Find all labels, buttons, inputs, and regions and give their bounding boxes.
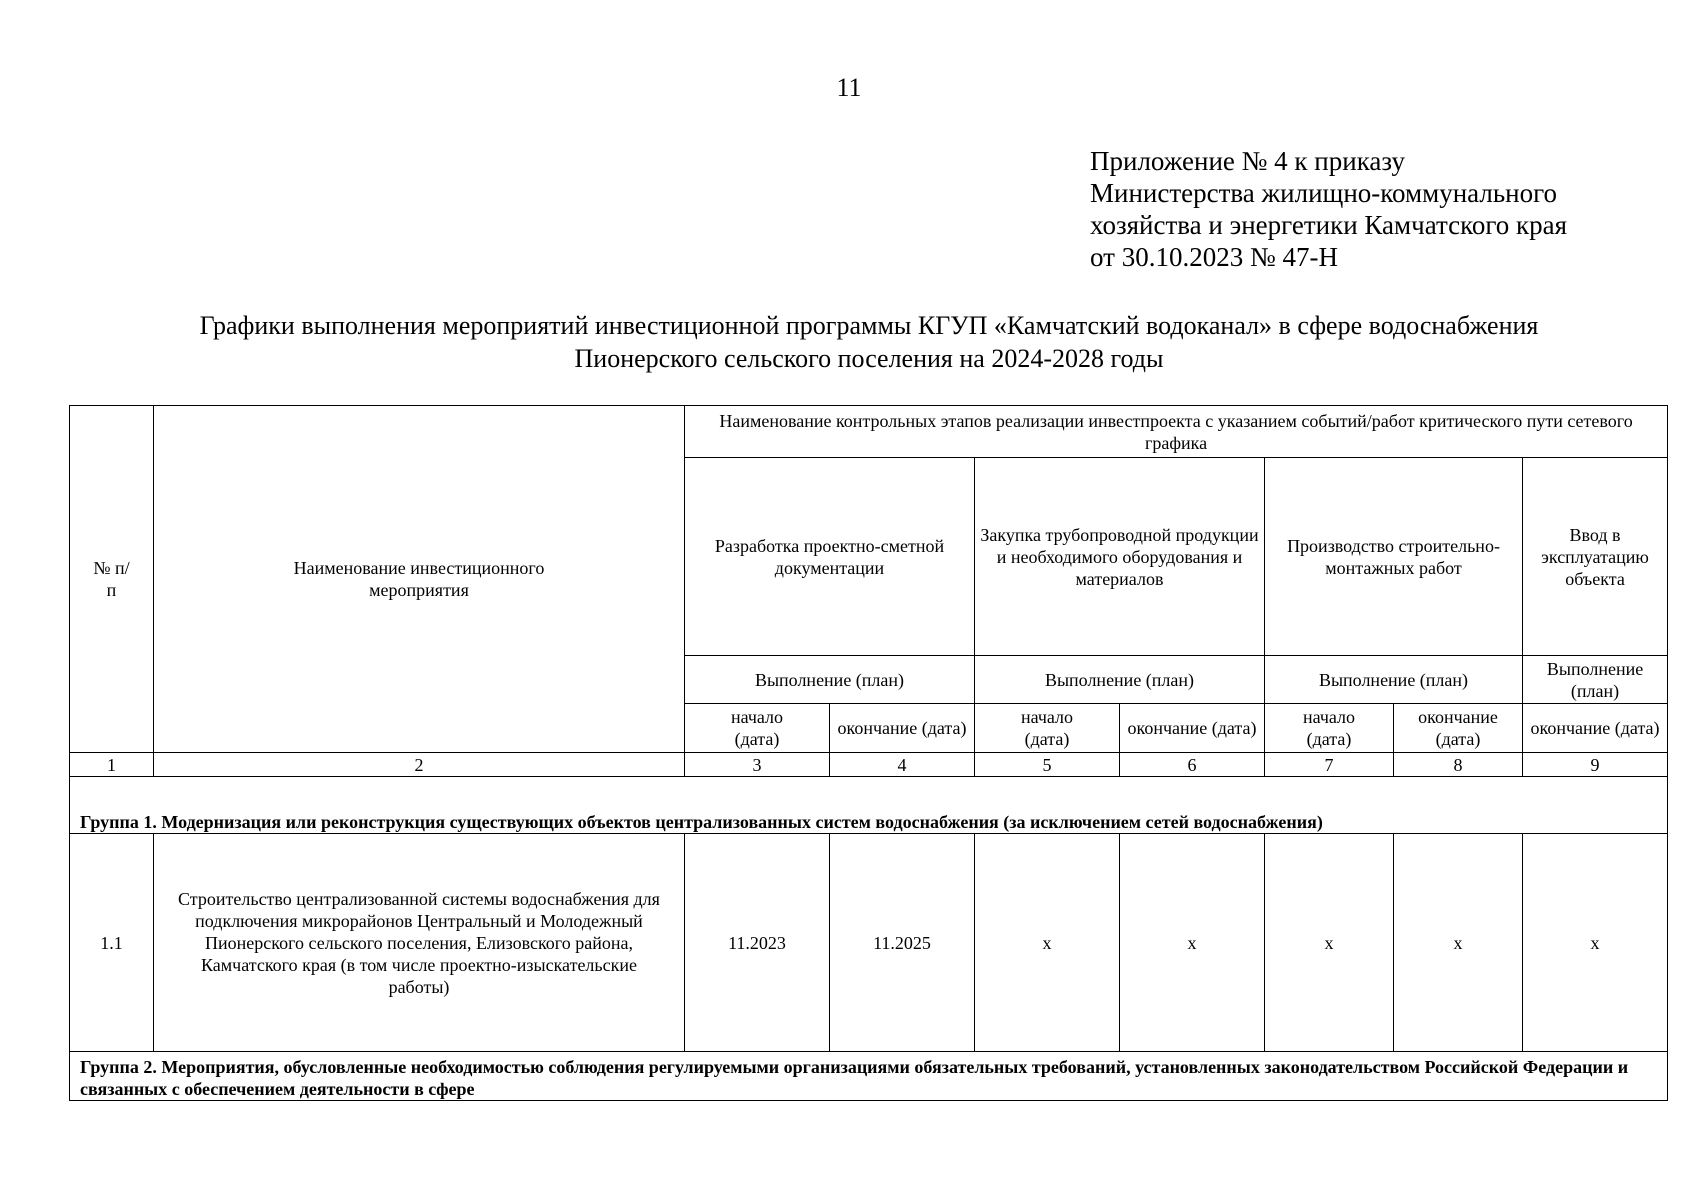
group-row <box>70 777 1668 834</box>
header-num: № п/п <box>70 406 154 753</box>
column-number: 5 <box>975 753 1120 777</box>
column-number-row <box>70 753 1668 777</box>
column-number: 3 <box>685 753 830 777</box>
row-num: 1.1 <box>70 834 154 1052</box>
header-end-date: окончание (дата) <box>1523 704 1668 753</box>
header-start-date: начало (дата) <box>975 704 1120 753</box>
column-number: 2 <box>154 753 685 777</box>
schedule-table <box>69 405 1668 1101</box>
header-stage-design: Разработка проектно-сметной документации <box>685 458 975 656</box>
header-row <box>70 406 1668 458</box>
group-1-heading: Группа 1. Модернизация или реконструкция существующих объектов централизованных систем водоснабжения (за исключением сетей водоснабжения) <box>70 777 1668 834</box>
header-end-date: окончание (дата) <box>1394 704 1523 753</box>
header-stage-commissioning: Ввод в эксплуатацию объекта <box>1523 458 1668 656</box>
title-line: Графики выполнения мероприятий инвестиционной программы КГУП «Камчатский водоканал» в сфере водоснабжения <box>199 311 1539 340</box>
appendix-block <box>1090 145 1567 273</box>
page-number: 11 <box>836 73 862 102</box>
header-stages: Наименование контрольных этапов реализации инвестпроекта с указанием событий/работ критического пути сетевого графика <box>685 406 1668 458</box>
header-end-date: окончание (дата) <box>1120 704 1265 753</box>
document-title <box>0 309 1698 375</box>
appendix-line: Министерства жилищно-коммунального <box>1090 178 1558 208</box>
row-cell: х <box>1120 834 1265 1052</box>
header-exec-plan: Выполнение (план) <box>1523 656 1668 704</box>
column-number: 6 <box>1120 753 1265 777</box>
header-stage-construction: Производство строительно-монтажных работ <box>1265 458 1523 656</box>
row-cell: х <box>1523 834 1668 1052</box>
header-stage-procurement: Закупка трубопроводной продукции и необходимого оборудования и материалов <box>975 458 1265 656</box>
header-name: Наименование инвестиционного мероприятия <box>154 406 685 753</box>
row-cell: х <box>1394 834 1523 1052</box>
appendix-line: от 30.10.2023 № 47-Н <box>1090 242 1338 272</box>
table-row <box>70 834 1668 1052</box>
title-line: Пионерского сельского поселения на 2024-2028 годы <box>574 344 1164 373</box>
column-number: 9 <box>1523 753 1668 777</box>
row-measure-name: Строительство централизованной системы водоснабжения для подключения микрорайонов Центральный и Молодежный Пионерского сельского поселения, Елизовского района, Камчатского края (в том числе проектно-изыскательские работы) <box>154 834 685 1052</box>
header-start-date: начало (дата) <box>685 704 830 753</box>
header-exec-plan: Выполнение (план) <box>1265 656 1523 704</box>
column-number: 8 <box>1394 753 1523 777</box>
row-cell: х <box>975 834 1120 1052</box>
header-exec-plan: Выполнение (план) <box>975 656 1265 704</box>
row-cell: х <box>1265 834 1394 1052</box>
header-end-date: окончание (дата) <box>830 704 975 753</box>
row-cell: 11.2025 <box>830 834 975 1052</box>
column-number: 4 <box>830 753 975 777</box>
column-number: 7 <box>1265 753 1394 777</box>
group-row <box>70 1052 1668 1101</box>
appendix-line: Приложение № 4 к приказу <box>1090 146 1405 176</box>
header-start-date: начало (дата) <box>1265 704 1394 753</box>
header-exec-plan: Выполнение (план) <box>685 656 975 704</box>
appendix-line: хозяйства и энергетики Камчатского края <box>1090 210 1568 240</box>
column-number: 1 <box>70 753 154 777</box>
group-2-heading: Группа 2. Мероприятия, обусловленные необходимостью соблюдения регулируемыми организациями обязательных требований, установленных законодательством Российской Федерации и связанных с обеспечением деятельности в сфере <box>70 1052 1668 1101</box>
row-cell: 11.2023 <box>685 834 830 1052</box>
